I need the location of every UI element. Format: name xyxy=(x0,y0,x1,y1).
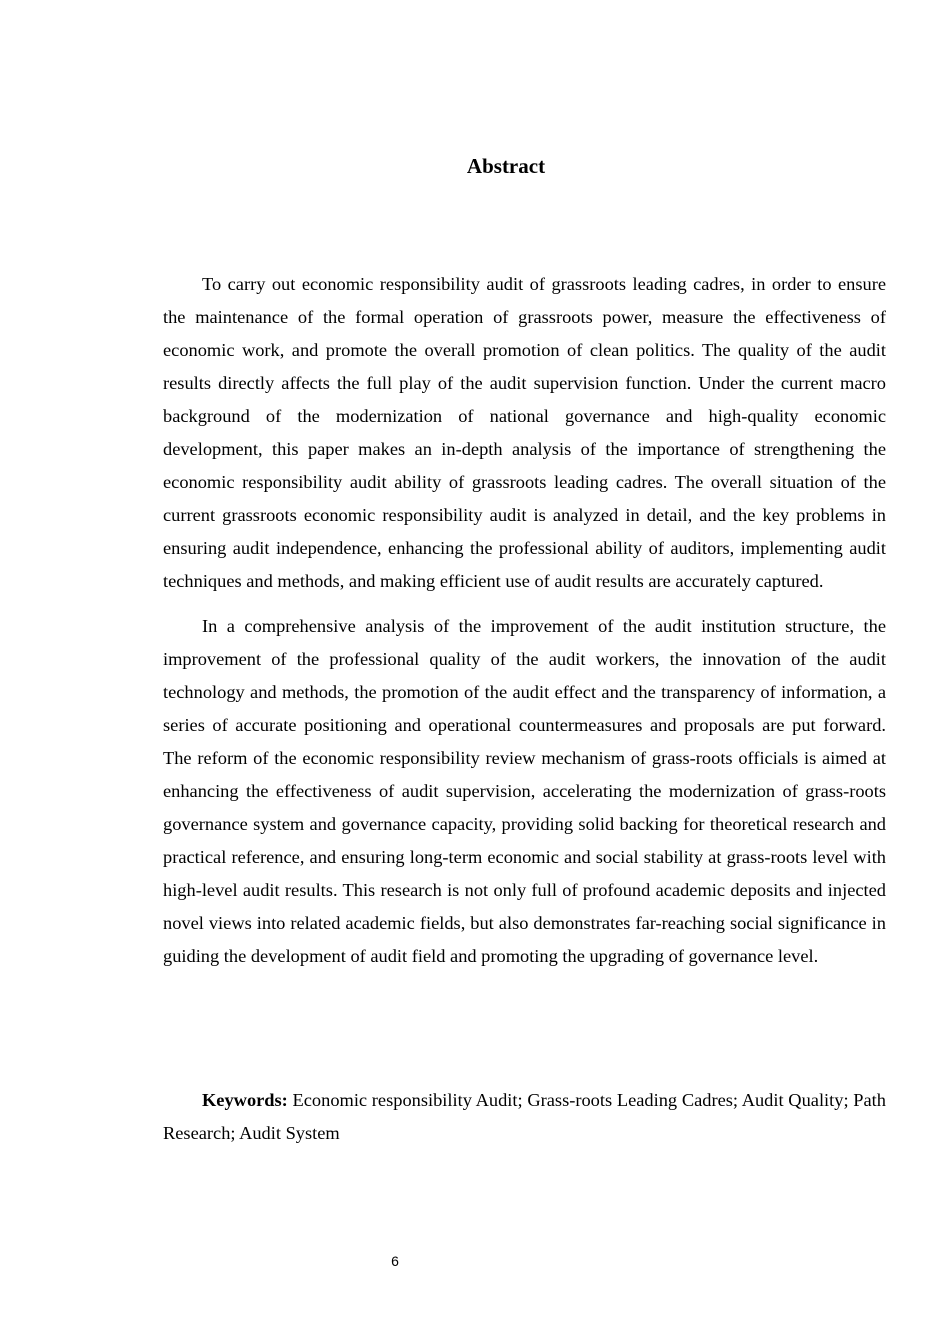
abstract-paragraph-2: In a comprehensive analysis of the improvement of the audit institution structure, the improvement of the professional quality of the audit workers, the innovation of the audit technology and methods, the promotion of the audit effect and the transparency of information, a series of accurate positioning and operational countermeasures and proposals are put forward. The reform of the economic responsibility review mechanism of grass-roots officials is aimed at enhancing the effectiveness of audit supervision, accelerating the modernization of grass-roots governance system and governance capacity, providing solid backing for theoretical research and practical reference, and ensuring long-term economic and social stability at grass-roots level with high-level audit results. This research is not only full of profound academic deposits and injected novel views into related academic fields, but also demonstrates far-reaching social significance in guiding the development of audit field and promoting the upgrading of governance level. xyxy=(163,616,886,966)
abstract-body xyxy=(163,268,886,985)
keywords-label: Keywords: xyxy=(202,1090,288,1110)
abstract-paragraph-1: To carry out economic responsibility audit of grassroots leading cadres, in order to ensure the maintenance of the formal operation of grassroots power, measure the effectiveness of economic work, and promote the overall promotion of clean politics. The quality of the audit results directly affects the full play of the audit supervision function. Under the current macro background of the modernization of national governance and high-quality economic development, this paper makes an in-depth analysis of the importance of strengthening the economic responsibility audit ability of grassroots leading cadres. The overall situation of the current grassroots economic responsibility audit is analyzed in detail, and the key problems in ensuring audit independence, enhancing the professional ability of auditors, implementing audit techniques and methods, and making efficient use of audit results are accurately captured. xyxy=(163,274,886,591)
page-number: 6 xyxy=(391,1253,399,1269)
keywords-line xyxy=(163,1084,886,1150)
abstract-title: Abstract xyxy=(466,154,546,178)
keywords-text: Economic responsibility Audit; Grass-roots Leading Cadres; Audit Quality; Path Research; Audit System xyxy=(163,1090,886,1143)
